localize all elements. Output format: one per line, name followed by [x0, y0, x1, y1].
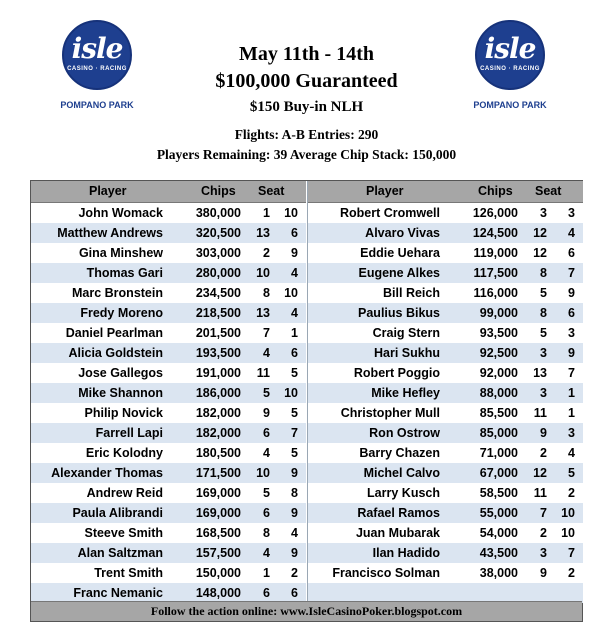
chip-count: 88,000	[479, 386, 518, 400]
logo-location: POMPANO PARK	[473, 100, 547, 110]
player-name: Alvaro Vivas	[365, 226, 440, 240]
table-number: 5	[540, 286, 547, 300]
table-number: 8	[540, 306, 547, 320]
player-name: Franc Nemanic	[73, 586, 163, 600]
logo-location: POMPANO PARK	[60, 100, 134, 110]
chip-count: 38,000	[479, 566, 518, 580]
table-row	[31, 443, 306, 463]
logo-wordmark: isle	[71, 32, 123, 65]
flights-entries: Flights: A-B Entries: 290	[234, 127, 379, 142]
player-name: Robert Poggio	[353, 366, 440, 380]
chip-count-table	[30, 180, 583, 622]
table-row	[31, 383, 306, 403]
chip-count: 303,000	[195, 246, 241, 260]
seat-number: 1	[568, 406, 575, 420]
table-number: 3	[540, 206, 547, 220]
player-name: Craig Stern	[372, 326, 440, 340]
chip-count: 117,500	[473, 266, 518, 280]
chip-count: 201,500	[195, 326, 241, 340]
seat-number: 6	[291, 346, 298, 360]
chip-count: 55,000	[479, 506, 518, 520]
header-seat: Seat	[258, 184, 285, 198]
footer-link-text: Follow the action online: www.IsleCasinoPoker.blogspot.com	[31, 601, 582, 621]
seat-number: 10	[284, 386, 298, 400]
chip-count: 234,500	[195, 286, 241, 300]
table-row	[31, 303, 306, 323]
table-row	[308, 303, 583, 323]
chip-count-column-left	[31, 181, 306, 603]
logo-tagline: CASINO · RACING	[67, 66, 127, 72]
table-row	[31, 263, 306, 283]
seat-number: 2	[291, 566, 298, 580]
chip-count: 150,000	[195, 566, 241, 580]
table-row	[308, 483, 583, 503]
table-number: 6	[263, 426, 270, 440]
table-number: 1	[263, 566, 270, 580]
table-number: 11	[533, 486, 547, 500]
chip-count: 99,000	[479, 306, 518, 320]
chip-count: 67,000	[479, 466, 518, 480]
table-number: 5	[263, 486, 270, 500]
table-number: 4	[263, 546, 270, 560]
logo-wordmark: isle	[484, 32, 536, 65]
table-number: 9	[540, 426, 547, 440]
player-name: Eddie Uehara	[360, 246, 440, 260]
player-name: Paulius Bikus	[358, 306, 440, 320]
chip-count: 320,500	[195, 226, 241, 240]
player-name: Philip Novick	[84, 406, 163, 420]
player-name: Alan Saltzman	[77, 546, 163, 560]
table-number: 5	[540, 326, 547, 340]
table-row	[308, 203, 583, 223]
table-number: 12	[533, 246, 547, 260]
player-name: Rafael Ramos	[357, 506, 440, 520]
player-name: Juan Mubarak	[355, 526, 440, 540]
table-number: 3	[540, 346, 547, 360]
seat-number: 6	[568, 306, 575, 320]
table-number: 7	[540, 506, 547, 520]
player-name: Thomas Gari	[86, 266, 163, 280]
table-number: 12	[533, 466, 547, 480]
chip-count: 124,500	[472, 226, 518, 240]
table-row	[308, 263, 583, 283]
seat-number: 1	[568, 386, 575, 400]
table-row	[31, 283, 306, 303]
seat-number: 5	[291, 446, 298, 460]
chip-count: 169,000	[195, 506, 241, 520]
player-name: Marc Bronstein	[72, 286, 163, 300]
table-number: 10	[256, 466, 270, 480]
chip-count: 126,000	[472, 206, 518, 220]
seat-number: 2	[568, 486, 575, 500]
event-guarantee: $100,000 Guaranteed	[215, 70, 398, 92]
header-chips: Chips	[478, 184, 513, 198]
table-row	[308, 343, 583, 363]
player-rows-right	[308, 203, 583, 603]
table-row	[308, 543, 583, 563]
seat-number: 7	[568, 266, 575, 280]
chip-count-column-right	[307, 181, 583, 603]
table-number: 6	[263, 506, 270, 520]
seat-number: 9	[568, 346, 575, 360]
table-row	[31, 583, 306, 603]
seat-number: 9	[291, 466, 298, 480]
player-name: Steeve Smith	[84, 526, 163, 540]
table-row	[308, 383, 583, 403]
chip-count: 182,000	[195, 406, 241, 420]
chip-count: 43,500	[479, 546, 518, 560]
player-name: Bill Reich	[383, 286, 440, 300]
player-name: Daniel Pearlman	[65, 326, 163, 340]
chip-count: 85,000	[479, 426, 518, 440]
player-name: Alicia Goldstein	[68, 346, 163, 360]
table-number: 2	[540, 526, 547, 540]
table-row	[31, 503, 306, 523]
chip-count: 71,000	[479, 446, 518, 460]
table-number: 8	[540, 266, 547, 280]
seat-number: 9	[291, 506, 298, 520]
player-name: Christopher Mull	[340, 406, 440, 420]
seat-number: 6	[291, 586, 298, 600]
seat-number: 4	[568, 446, 575, 460]
chip-count: 54,000	[479, 526, 518, 540]
seat-number: 7	[568, 546, 575, 560]
table-row	[308, 503, 583, 523]
player-name: Trent Smith	[94, 566, 163, 580]
players-remaining-average: Players Remaining: 39 Average Chip Stack: 150,000	[156, 147, 457, 162]
column-header-row	[31, 181, 306, 203]
chip-count: 148,000	[195, 586, 241, 600]
table-number: 4	[263, 446, 270, 460]
seat-number: 9	[568, 286, 575, 300]
seat-number: 4	[291, 266, 298, 280]
table-number: 5	[263, 386, 270, 400]
table-row	[308, 583, 583, 603]
player-name: Larry Kusch	[367, 486, 440, 500]
chip-count: 186,000	[195, 386, 241, 400]
table-number: 12	[533, 226, 547, 240]
player-name: Farrell Lapi	[95, 426, 163, 440]
player-name: Michel Calvo	[363, 466, 440, 480]
player-name: Fredy Moreno	[80, 306, 163, 320]
table-number: 8	[263, 526, 270, 540]
table-row	[31, 363, 306, 383]
table-row	[31, 543, 306, 563]
player-name: Robert Cromwell	[339, 206, 440, 220]
table-number: 9	[263, 406, 270, 420]
header-player: Player	[366, 184, 404, 198]
seat-number: 4	[291, 306, 298, 320]
chip-count: 182,000	[195, 426, 241, 440]
header-player: Player	[89, 184, 127, 198]
table-number: 3	[540, 386, 547, 400]
chip-count: 193,500	[195, 346, 241, 360]
seat-number: 10	[561, 506, 575, 520]
seat-number: 10	[284, 206, 298, 220]
seat-number: 2	[568, 566, 575, 580]
player-name: Ilan Hadido	[372, 546, 440, 560]
seat-number: 6	[568, 246, 575, 260]
chip-count: 92,500	[479, 346, 518, 360]
seat-number: 9	[291, 246, 298, 260]
seat-number: 8	[291, 486, 298, 500]
table-row	[31, 563, 306, 583]
event-dates: May 11th - 14th	[239, 43, 374, 65]
chip-count: 191,000	[195, 366, 241, 380]
table-number: 9	[540, 566, 547, 580]
table-row	[31, 203, 306, 223]
chip-count: 85,500	[479, 406, 518, 420]
table-row	[31, 483, 306, 503]
table-number: 4	[263, 346, 270, 360]
table-row	[308, 223, 583, 243]
chip-count: 169,000	[195, 486, 241, 500]
table-row	[308, 363, 583, 383]
chip-count: 92,000	[479, 366, 518, 380]
seat-number: 5	[291, 366, 298, 380]
player-name: Mike Shannon	[78, 386, 163, 400]
chip-count: 218,500	[195, 306, 241, 320]
table-number: 11	[533, 406, 547, 420]
seat-number: 3	[568, 326, 575, 340]
chip-count: 171,500	[195, 466, 241, 480]
table-row	[308, 323, 583, 343]
logo-tagline: CASINO · RACING	[480, 66, 540, 72]
table-number: 6	[263, 586, 270, 600]
seat-number: 9	[291, 546, 298, 560]
seat-number: 5	[291, 406, 298, 420]
seat-number: 10	[561, 526, 575, 540]
chip-count: 168,500	[195, 526, 241, 540]
seat-number: 3	[568, 206, 575, 220]
header-chips: Chips	[201, 184, 236, 198]
table-row	[31, 323, 306, 343]
table-row	[308, 403, 583, 423]
seat-number: 4	[568, 226, 575, 240]
table-row	[31, 423, 306, 443]
seat-number: 6	[291, 226, 298, 240]
table-row	[308, 423, 583, 443]
table-row	[31, 243, 306, 263]
player-name: Hari Sukhu	[374, 346, 440, 360]
player-name: Eugene Alkes	[358, 266, 440, 280]
player-name: Alexander Thomas	[51, 466, 163, 480]
player-name: Francisco Solman	[332, 566, 440, 580]
player-name: Matthew Andrews	[57, 226, 163, 240]
table-number: 11	[256, 366, 270, 380]
table-number: 13	[533, 366, 547, 380]
table-row	[308, 283, 583, 303]
chip-count: 180,500	[195, 446, 241, 460]
seat-number: 5	[568, 466, 575, 480]
table-row	[31, 343, 306, 363]
event-buyin: $150 Buy-in NLH	[249, 99, 364, 115]
table-row	[308, 243, 583, 263]
chip-count: 119,000	[473, 246, 518, 260]
table-number: 3	[540, 546, 547, 560]
seat-number: 3	[568, 426, 575, 440]
table-number: 2	[263, 246, 270, 260]
table-row	[308, 523, 583, 543]
player-name: Gina Minshew	[78, 246, 163, 260]
table-row	[31, 223, 306, 243]
player-name: Ron Ostrow	[369, 426, 440, 440]
seat-number: 7	[291, 426, 298, 440]
table-number: 10	[256, 266, 270, 280]
seat-number: 1	[291, 326, 298, 340]
player-name: Jose Gallegos	[78, 366, 163, 380]
table-number: 2	[540, 446, 547, 460]
table-number: 7	[263, 326, 270, 340]
table-number: 8	[263, 286, 270, 300]
player-rows-left	[31, 203, 306, 603]
chip-count: 280,000	[195, 266, 241, 280]
chip-count: 157,500	[195, 546, 241, 560]
table-row	[31, 403, 306, 423]
seat-number: 10	[284, 286, 298, 300]
player-name: Mike Hefley	[371, 386, 440, 400]
player-name: Barry Chazen	[359, 446, 440, 460]
header-seat: Seat	[535, 184, 562, 198]
table-row	[31, 463, 306, 483]
table-row	[308, 463, 583, 483]
table-number: 13	[256, 306, 270, 320]
chip-count: 380,000	[195, 206, 241, 220]
chip-count: 93,500	[479, 326, 518, 340]
player-name: Andrew Reid	[86, 486, 163, 500]
table-row	[31, 523, 306, 543]
table-row	[308, 443, 583, 463]
table-number: 1	[263, 206, 270, 220]
chip-count: 58,500	[479, 486, 518, 500]
table-number: 13	[256, 226, 270, 240]
player-name: John Womack	[78, 206, 163, 220]
seat-number: 7	[568, 366, 575, 380]
table-row	[308, 563, 583, 583]
chip-count: 116,000	[473, 286, 518, 300]
player-name: Paula Alibrandi	[72, 506, 163, 520]
seat-number: 4	[291, 526, 298, 540]
column-header-row	[308, 181, 583, 203]
player-name: Eric Kolodny	[85, 446, 163, 460]
